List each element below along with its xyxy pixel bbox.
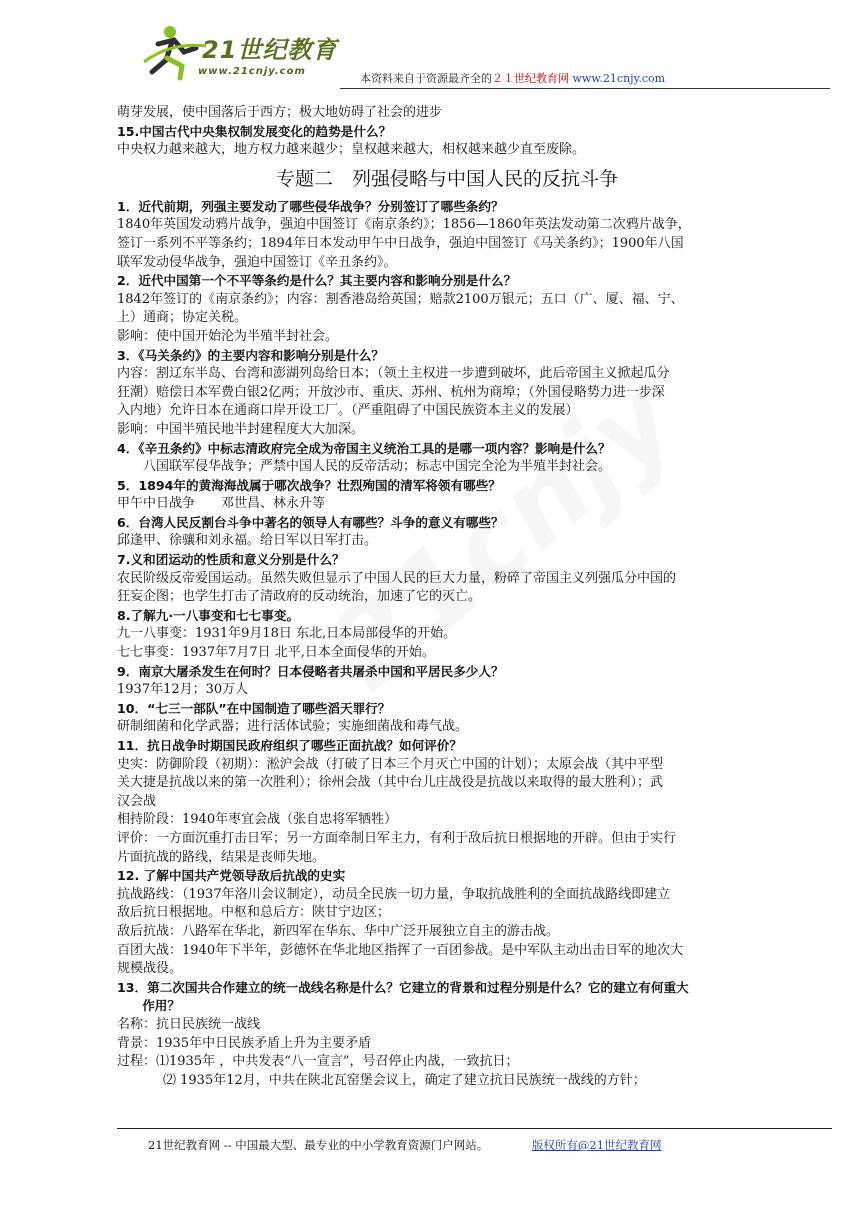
answer-line: 敌后抗战：八路军在华北，新四军在华东、华中广泛开展独立自主的游击战。 <box>117 923 560 939</box>
answer-line: 抗战路线：（1937年洛川会议制定），动员全民族一切力量，争取抗战胜利的全面抗战路线即建立 <box>117 886 671 902</box>
answer-line: 规模战役。 <box>117 961 183 977</box>
site-logo[interactable] <box>140 22 340 82</box>
question-line: 7.义和团运动的性质和意义分别是什么？ <box>117 552 345 568</box>
header-note-brand: ２１世纪教育网 <box>492 72 569 85</box>
answer-line: 1842年签订的《南京条约》；内容：割香港岛给英国；赔款2100万银元；五口（广、厦、福、宁、 <box>117 291 684 307</box>
answer-line: 七七事变：1937年7月7日 北平,日本全面侵华的开始。 <box>117 645 435 661</box>
page-footer <box>148 1137 662 1153</box>
header-note-url[interactable]: www.21cnjy.com <box>572 72 666 85</box>
footer-divider <box>117 1128 832 1129</box>
answer-line: 史实：防御阶段（初期）：淞沪会战（打破了日本三个月灭亡中国的计划）；太原会战（其中平型 <box>117 756 664 772</box>
question-line: 1．近代前期，列强主要发动了哪些侵华战争？分别签订了哪些条约？ <box>117 198 504 214</box>
answer-line: ⑵ 1935年12月，中共在陕北瓦窑堡会议上，确定了建立抗日民族统一战线的方针； <box>163 1072 646 1088</box>
answer-line: 联军发动侵华战争，强迫中国签订《辛丑条约》。 <box>117 254 397 270</box>
answer-line: 相持阶段：1940年枣宜会战（张自忠将军牺牲） <box>117 812 398 828</box>
answer-line: 甲午中日战争 邓世昌、林永升等 <box>117 496 326 512</box>
answer-line: 农民阶级反帝爱国运动。虽然失败但显示了中国人民的巨大力量，粉碎了帝国主义列强瓜分中国的 <box>117 570 677 586</box>
answer-line: 狂妄企图；也学生打击了清政府的反动统治，加速了它的灭亡。 <box>117 589 482 605</box>
question-line: 9．南京大屠杀发生在何时？日本侵略者共屠杀中国和平居民多少人？ <box>117 663 504 679</box>
question-line: 6．台湾人民反割台斗争中著名的领导人有哪些？斗争的意义有哪些？ <box>117 514 504 530</box>
answer-line: 百团大战：1940年下半年，彭德怀在华北地区指挥了一百团参战。是中军队主动出击日军的地次大 <box>117 942 684 958</box>
answer-line: 萌芽发展，使中国落后于西方；极大地妨碍了社会的进步 <box>117 105 443 120</box>
footer-text: 21世纪教育网 -- 中国最大型、最专业的中小学教育资源门户网站。 <box>148 1138 489 1152</box>
question-line: 13．第二次国共合作建立的统一战线名称是什么？它建立的背景和过程分别是什么？它的建立有何重大 <box>117 979 689 995</box>
answer-line: 片面抗战的路线，结果是丧师失地。 <box>117 849 326 865</box>
answer-line: 签订一系列不平等条约；1894年日本发动甲午中日战争，强迫中国签订《马关条约》；1900年八国 <box>117 235 684 251</box>
answer-line: 研制细菌和化学武器；进行活体试验；实施细菌战和毒气战。 <box>117 719 469 735</box>
header-divider <box>340 88 830 89</box>
question-line: 3．《马关条约》的主要内容和影响分别是什么？ <box>117 347 384 363</box>
section-title: 专题二 列强侵略与中国人民的反抗斗争 <box>275 167 618 190</box>
answer-line: 敌后抗日根据地。中枢和总后方：陕甘宁边区； <box>117 905 391 921</box>
question-line: 11．抗日战争时期国民政府组织了哪些正面抗战？如何评价？ <box>117 738 462 753</box>
answer-line: 评价：一方面沉重打击日军；另一方面牵制日军主力，有利于敌后抗日根据地的开辟。但由于实行 <box>117 830 677 846</box>
question-line: 12. 了解中国共产党领导敌后抗战的史实 <box>117 868 346 884</box>
question-line: 4．《辛丑条约》中标志清政府完全成为帝国主义统治工具的是哪一项内容？影响是什么？ <box>117 440 611 456</box>
answer-line: 上）通商；协定关税。 <box>117 310 248 326</box>
answer-line: 内容：割辽东半岛、台湾和澎湖列岛给日本；（领土主权进一步遭到破坏，此后帝国主义掀起瓜分 <box>117 366 670 382</box>
question-line: 作用？ <box>117 998 180 1014</box>
answer-line: 汉会战 <box>117 793 157 809</box>
logo-url: www.21cnjy.com <box>198 66 306 77</box>
header-note <box>360 70 665 86</box>
answer-line: 名称：抗日民族统一战线 <box>117 1016 261 1032</box>
answer-line: 1937年12月；30万人 <box>117 682 249 698</box>
question-line: 15.中国古代中央集权制发展变化的趋势是什么？ <box>117 123 392 139</box>
answer-line: 中央权力越来越大，地方权力越来越少；皇权越来越大，相权越来越少直至废除。 <box>117 142 586 158</box>
document-body <box>117 104 777 1090</box>
answer-line: 邱逢甲、徐骧和刘永福。给日军以日军打击。 <box>117 533 378 549</box>
question-line: 8.了解九·一八事变和七七事变。 <box>117 607 300 623</box>
answer-line: 关大捷是抗战以来的第一次胜利）；徐州会战（其中台儿庄战役是抗战以来取得的最大胜利）；武 <box>117 775 664 791</box>
answer-line: 1840年英国发动鸦片战争，强迫中国签订《南京条约》；1856—1860年英法发动第二次鸦片战争， <box>117 217 691 233</box>
answer-line: 入内地）允许日本在通商口岸开设工厂。（严重阻碍了中国民族资本主义的发展） <box>117 403 579 419</box>
question-line: 5．1894年的黄海海战属于哪次战争？壮烈殉国的清军将领有哪些？ <box>117 477 501 493</box>
question-line: 10．“七三一部队”在中国制造了哪些滔天罪行？ <box>117 700 391 716</box>
logo-text: 21世纪教育 <box>202 36 338 64</box>
answer-line: 狂潮）赔偿日本军费白银2亿两；开放沙市、重庆、苏州、杭州为商埠；（外国侵略势力进一步深 <box>117 384 665 400</box>
answer-line: 背景：1935年中日民族矛盾上升为主要矛盾 <box>117 1035 372 1051</box>
header-note-prefix: 本资料来自于资源最齐全的 <box>360 72 492 85</box>
answer-line: 八国联军侵华战争；严禁中国人民的反帝活动；标志中国完全沦为半殖半封社会。 <box>117 459 612 475</box>
page-header <box>140 22 830 92</box>
footer-copyright-link[interactable]: 版权所有@21世纪教育网 <box>531 1138 662 1152</box>
answer-line: 影响：中国半殖民地半封建程度大大加深。 <box>117 421 365 437</box>
question-line: 2．近代中国第一个不平等条约是什么？其主要内容和影响分别是什么？ <box>117 273 517 289</box>
answer-line: 九一八事变：1931年9月18日 东北,日本局部侵华的开始。 <box>117 626 457 642</box>
answer-line: 影响：使中国开始沦为半殖半封社会。 <box>117 328 339 344</box>
answer-line: 过程：⑴1935年 ，中共发表“八一宣言”，号召停止内战，一致抗日； <box>117 1054 519 1070</box>
